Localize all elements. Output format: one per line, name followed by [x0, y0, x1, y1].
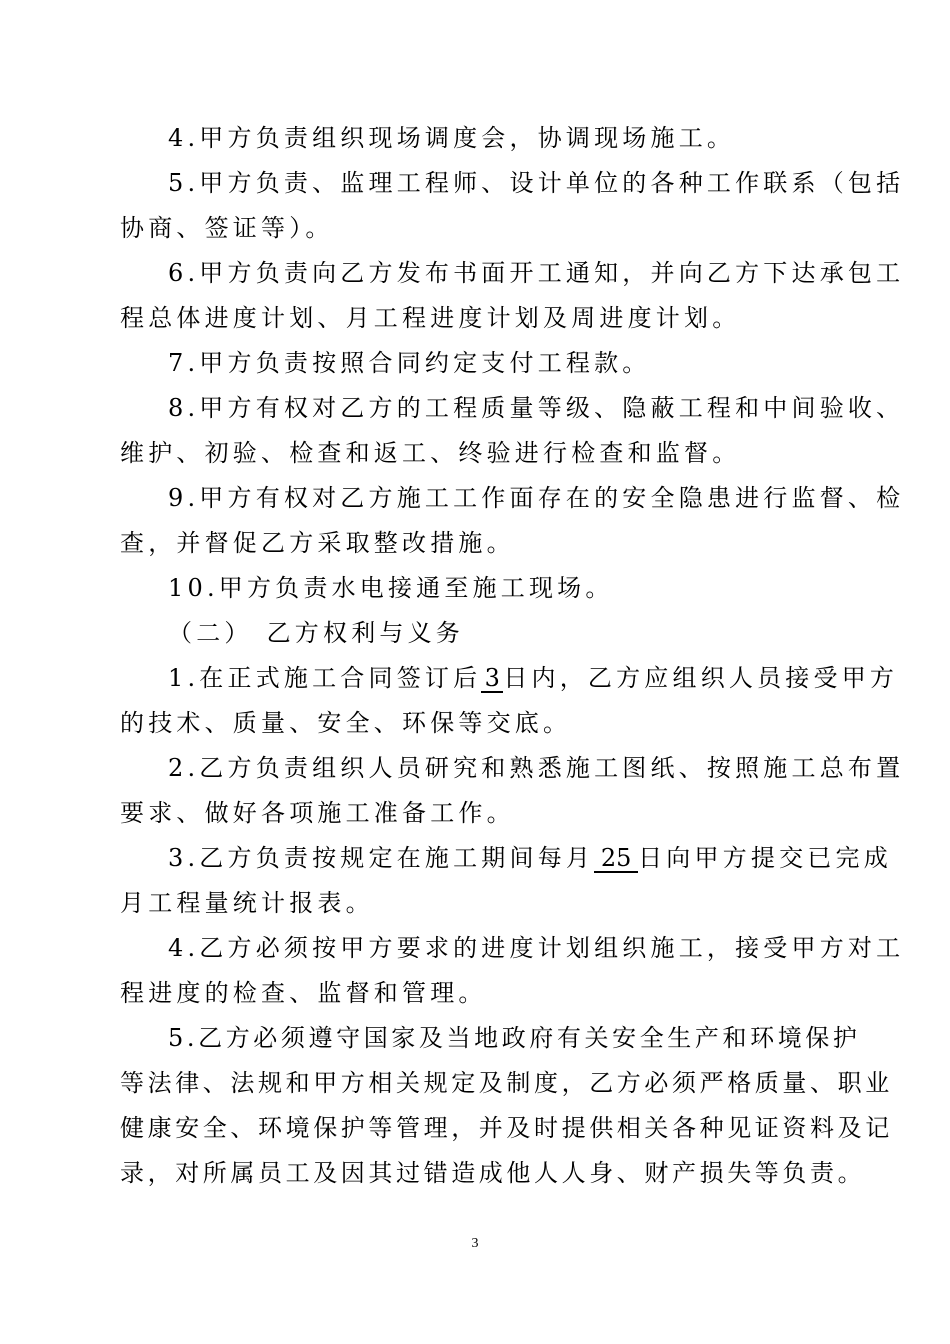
clause-a7: 7.甲方负责按照合同约定支付工程款。	[168, 349, 651, 377]
section-number: （二）	[168, 619, 253, 647]
clause-b1-line2: 的技术、质量、安全、环保等交底。	[120, 709, 572, 737]
clause-a5-line2: 协商、签证等）。	[120, 214, 334, 242]
date-blank-value: 25	[594, 845, 638, 873]
clause-b1-text-before: 1.在正式施工合同签订后	[168, 664, 482, 692]
clause-a10: 10.甲方负责水电接通至施工现场。	[168, 574, 614, 602]
clause-b3-line2: 月工程量统计报表。	[120, 889, 374, 917]
clause-b3-text-after: 日向甲方提交已完成	[638, 844, 892, 872]
clause-a9-line2: 查，并督促乙方采取整改措施。	[120, 529, 515, 557]
clause-b3-text-before: 3.乙方负责按规定在施工期间每月	[168, 844, 595, 872]
clause-b2-line1: 2.乙方负责组织人员研究和熟悉施工图纸、按照施工总布置	[168, 754, 905, 782]
clause-b3-line1	[168, 843, 892, 873]
clause-a5-line1: 5.甲方负责、监理工程师、设计单位的各种工作联系（包括	[168, 169, 905, 197]
clause-b5-line4: 录，对所属员工及因其过错造成他人人身、财产损失等负责。	[120, 1159, 866, 1187]
clause-b1-text-after: 日内，乙方应组织人员接受甲方	[503, 664, 899, 692]
clause-a8-line1: 8.甲方有权对乙方的工程质量等级、隐蔽工程和中间验收、	[168, 394, 905, 422]
clause-a4: 4.甲方负责组织现场调度会，协调现场施工。	[168, 124, 736, 152]
clause-b4-line1: 4.乙方必须按甲方要求的进度计划组织施工，接受甲方对工	[168, 934, 905, 962]
clause-a6-line2: 程总体进度计划、月工程进度计划及周进度计划。	[120, 304, 741, 332]
days-blank-value: 3	[481, 665, 503, 693]
clause-b2-line2: 要求、做好各项施工准备工作。	[120, 799, 515, 827]
clause-a8-line2: 维护、初验、检查和返工、终验进行检查和监督。	[120, 439, 741, 467]
clause-b5-line2: 等法律、法规和甲方相关规定及制度，乙方必须严格质量、职业	[120, 1069, 893, 1097]
page-number: 3	[471, 1236, 479, 1251]
clause-b5-line1: 5.乙方必须遵守国家及当地政府有关安全生产和环境保护	[168, 1024, 861, 1052]
clause-b5-line3: 健康安全、环境保护等管理，并及时提供相关各种见证资料及记	[120, 1114, 893, 1142]
section-title: 乙方权利与义务	[266, 619, 465, 647]
clause-a9-line1: 9.甲方有权对乙方施工工作面存在的安全隐患进行监督、检	[168, 484, 905, 512]
clause-b4-line2: 程进度的检查、监督和管理。	[120, 979, 487, 1007]
clause-b1-line1	[168, 663, 899, 693]
section-heading	[168, 618, 840, 648]
clause-a6-line1: 6.甲方负责向乙方发布书面开工通知，并向乙方下达承包工	[168, 259, 905, 287]
